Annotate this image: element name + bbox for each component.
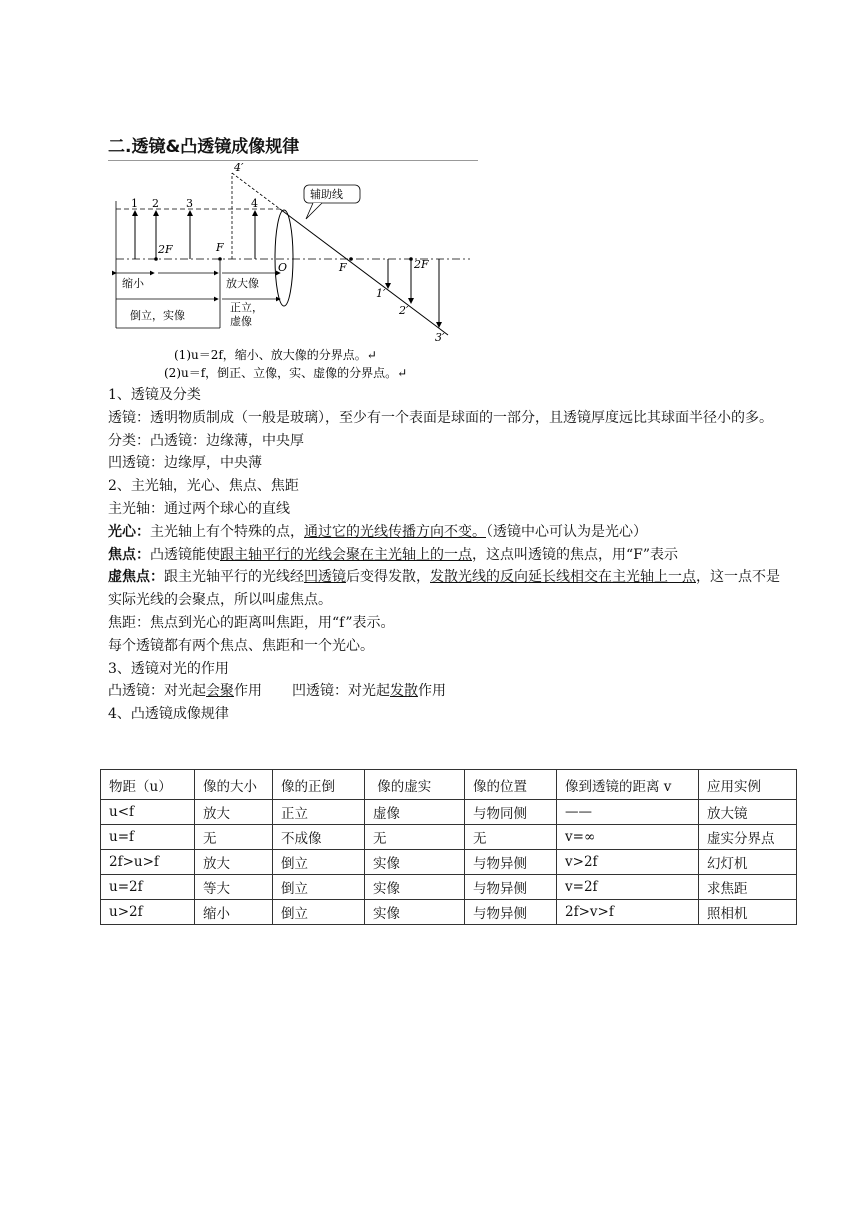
- table-cell: 与物异侧: [465, 875, 557, 900]
- table-header-row: [101, 770, 797, 800]
- header-cell: 像的位置: [465, 770, 557, 800]
- table-cell: v>2f: [557, 850, 699, 875]
- label-shrink: 缩小: [122, 277, 144, 290]
- s2-each: 每个透镜都有两个焦点、焦距和一个光心。: [108, 637, 374, 654]
- label-enlarge: 放大像: [226, 277, 259, 290]
- label-1-prime: 1′: [376, 287, 386, 300]
- s3-title: 3、透镜对光的作用: [108, 660, 229, 677]
- table-cell: u>2f: [101, 900, 195, 925]
- imaging-rules-table: [100, 769, 797, 925]
- table-cell: 放大: [195, 850, 273, 875]
- table-cell: 与物异侧: [465, 850, 557, 875]
- s3-actions: 凸透镜：对光起会聚作用 凹透镜：对光起发散作用: [108, 683, 446, 700]
- label-f-right: F: [339, 261, 347, 274]
- table-row: [101, 850, 797, 875]
- convex-lens: [275, 210, 293, 306]
- label-f-left: F: [216, 241, 224, 254]
- table-cell: 虚实分界点: [699, 825, 797, 850]
- header-cell: 物距（u）: [101, 770, 195, 800]
- s2-focal-point: 焦点：凸透镜能使跟主轴平行的光线会聚在主光轴上的一点，这点叫透镜的焦点，用“F”表示: [108, 546, 679, 563]
- s1-title: 1、透镜及分类: [108, 387, 201, 403]
- s1-class1: 分类：凸透镜：边缘薄，中央厚: [108, 432, 304, 449]
- table-cell: 倒立: [273, 875, 365, 900]
- section-heading: 二.透镜&凸透镜成像规律: [108, 137, 300, 157]
- heading-rule: [108, 160, 478, 161]
- table-cell: 实像: [365, 850, 465, 875]
- table-cell: u=f: [101, 825, 195, 850]
- table-cell: v=∞: [557, 825, 699, 850]
- label-1: 1: [131, 197, 138, 210]
- table-row: [101, 875, 797, 900]
- header-cell: 像到透镜的距离 v: [557, 770, 699, 800]
- table-cell: 倒立: [273, 900, 365, 925]
- header-cell: 应用实例: [699, 770, 797, 800]
- table-cell: 无: [195, 825, 273, 850]
- table-cell: ——: [557, 800, 699, 825]
- table-cell: 实像: [365, 875, 465, 900]
- callout-label: 辅助线: [310, 188, 343, 201]
- table-cell: v=2f: [557, 875, 699, 900]
- header-cell: 像的正倒: [273, 770, 365, 800]
- label-2-prime: 2′: [399, 304, 409, 317]
- label-upright: 正立，: [230, 301, 263, 314]
- table-cell: 2f>v>f: [557, 900, 699, 925]
- label-3-prime: 3′: [435, 331, 445, 344]
- label-inverted-real: 倒立，实像: [130, 309, 185, 322]
- label-2f-left: 2F: [158, 243, 173, 256]
- table-cell: 虚像: [365, 800, 465, 825]
- s1-def: 透镜：透明物质制成（一般是玻璃），至少有一个表面是球面的一部分，且透镜厚度远比其球面半径小的多。: [108, 409, 773, 426]
- s2-axis: 主光轴：通过两个球心的直线: [108, 500, 290, 517]
- s4-title: 4、凸透镜成像规律: [108, 706, 229, 723]
- table-cell: 放大镜: [699, 800, 797, 825]
- label-virtual: 虚像: [230, 315, 252, 328]
- auxiliary-ray: [280, 209, 448, 335]
- text-body: [108, 384, 788, 726]
- label-4-prime: 4′: [234, 163, 244, 174]
- table-cell: 2f>u>f: [101, 850, 195, 875]
- note-2: (2)u＝f，倒正、立像，实、虚像的分界点。↵: [164, 366, 408, 380]
- header-cell: 像的虚实: [365, 770, 465, 800]
- table-cell: 幻灯机: [699, 850, 797, 875]
- lens-diagram: [108, 163, 480, 385]
- table-row: [101, 800, 797, 825]
- note-1: (1)u＝2f，缩小、放大像的分界点。↵: [174, 348, 377, 362]
- table-cell: 放大: [195, 800, 273, 825]
- s2-virtual-focus: 虚焦点：跟主光轴平行的光线经凹透镜后变得发散，发散光线的反向延长线相交在主光轴上一点，这一点不是实际光线的会聚点，所以叫虚焦点。: [108, 569, 780, 609]
- label-o: O: [278, 261, 288, 274]
- label-4: 4: [251, 197, 258, 210]
- table-row: [101, 825, 797, 850]
- table-cell: 实像: [365, 900, 465, 925]
- s2-focal-length: 焦距：焦点到光心的距离叫焦距，用“f”表示。: [108, 614, 395, 631]
- table-cell: 照相机: [699, 900, 797, 925]
- s2-optical-center: 光心：主光轴上有个特殊的点，通过它的光线传播方向不变。（透镜中心可认为是光心）: [108, 523, 647, 540]
- s1-class2: 凹透镜：边缘厚，中央薄: [108, 455, 262, 472]
- table-cell: 等大: [195, 875, 273, 900]
- s2-title: 2、主光轴，光心、焦点、焦距: [108, 478, 299, 495]
- table-cell: u=2f: [101, 875, 195, 900]
- table-cell: 求焦距: [699, 875, 797, 900]
- header-cell: 像的大小: [195, 770, 273, 800]
- table-cell: 不成像: [273, 825, 365, 850]
- label-3: 3: [186, 197, 193, 210]
- table-cell: 与物异侧: [465, 900, 557, 925]
- table-cell: 正立: [273, 800, 365, 825]
- table-cell: 无: [365, 825, 465, 850]
- label-2: 2: [152, 197, 159, 210]
- table-cell: u<f: [101, 800, 195, 825]
- table-cell: 缩小: [195, 900, 273, 925]
- label-2f-right: 2F: [414, 258, 429, 271]
- table-cell: 无: [465, 825, 557, 850]
- table-cell: 倒立: [273, 850, 365, 875]
- table-row: [101, 900, 797, 925]
- table-cell: 与物同侧: [465, 800, 557, 825]
